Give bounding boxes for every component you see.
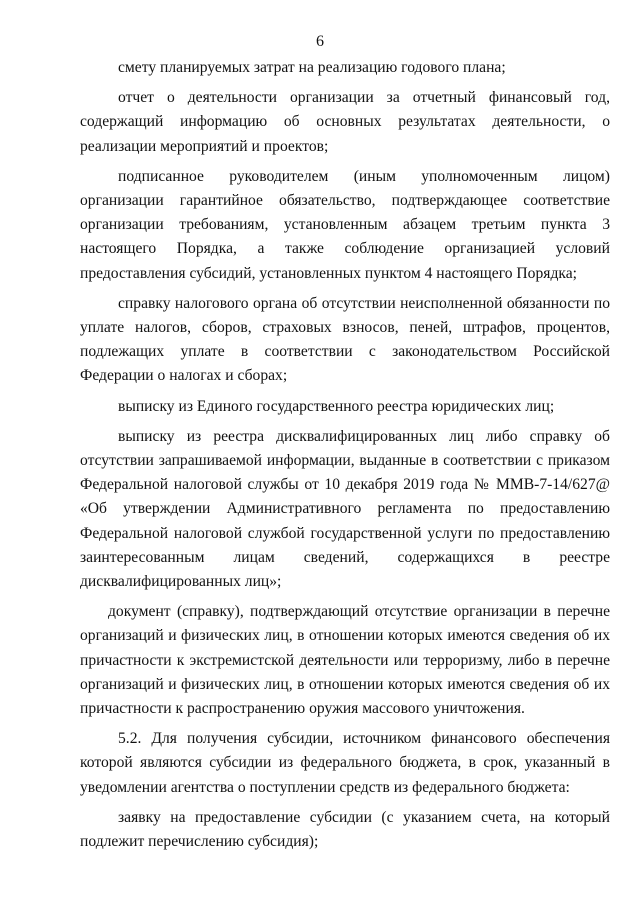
paragraph-guarantee-obligation: подписанное руководителем (иным уполномоченным лицом) организации гарантийное обязательство, подтверждающее соответствие организации требованиям, установленным абзацем третьим пункта 3 настоящего Порядка, а также соблюдение организацией условий предоставления субсидий, установленных пунктом 4 настоящего Порядка; [80, 167, 610, 282]
paragraph-subsidy-application: заявку на предоставление субсидии (с указанием счета, на который подлежит перечислению субсидия); [80, 808, 610, 851]
paragraph-egrul-extract: выписку из Единого государственного реестра юридических лиц; [118, 397, 555, 415]
paragraph-tax-certificate: справку налогового органа об отсутствии неисполненной обязанности по уплате налогов, сборов, страховых взносов, пеней, штрафов, процентов, подлежащих уплате в соответствии с законодательством Российской Федерации о налогах и сборах; [80, 294, 610, 385]
paragraph-section-5-2: 5.2. Для получения субсидии, источником финансового обеспечения которой являются субсидии из федерального бюджета, в срок, указанный в уведомлении агентства о поступлении средств из федерального бюджета: [80, 730, 610, 796]
paragraph-activity-report: отчет о деятельности организации за отчетный финансовый год, содержащий информацию об основных результатах деятельности, о реализации мероприятий и проектов; [80, 89, 610, 155]
page-number: 6 [316, 33, 324, 50]
document-body [80, 56, 610, 860]
paragraph-disqualified-registry: выписку из реестра дисквалифицированных лиц либо справку об отсутствии запрашиваемой информации, выданные в соответствии с приказом Федеральной налоговой службы от 10 декабря 2019 года № ММВ-7-14/627@ «Об утверждении Административного регламента по предоставлению Федеральной налоговой службой государственной услуги по предоставлению заинтересованным лицам сведений, содержащихся в реестре дисквалифицированных лиц»; [80, 427, 610, 591]
paragraph-extremism-certificate: документ (справку), подтверждающий отсутствие организации в перечне организаций и физических лиц, в отношении которых имеются сведения об их причастности к экстремистской деятельности или терроризму, либо в перечне организаций и физических лиц, в отношении которых имеются сведения об их причастности к распространению оружия массового уничтожения. [80, 603, 610, 718]
paragraph-cost-estimate: смету планируемых затрат на реализацию годового плана; [118, 59, 506, 76]
